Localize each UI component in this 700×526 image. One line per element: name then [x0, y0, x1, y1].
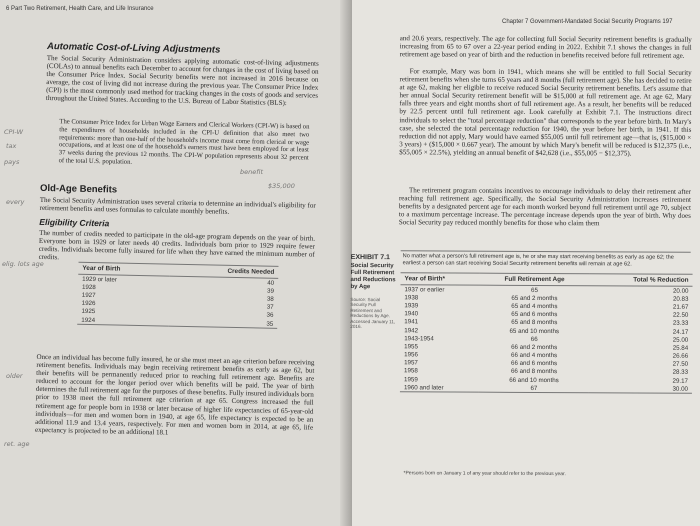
cell-birth-year: 1943-1954	[404, 334, 434, 343]
cell-retirement-age: 66 and 10 months	[509, 376, 559, 384]
cell-birth-year: 1939	[404, 302, 419, 310]
cell-birth-year: 1956	[404, 351, 418, 359]
handwritten-note: elig. lots age	[2, 260, 44, 268]
paragraph-old-age: The Social Security Administration uses several criteria to determine an individual's eligibility for retirement benefits and uses formulas to calculate monthly benefits.	[39, 195, 316, 216]
col-full-retirement-age: Full Retirement Age	[479, 273, 590, 286]
paragraph-eligibility: The number of credits needed to participate in the old-age program depends on the year of birth. Everyone born in 1929 or later needs 40 credits. Individuals born prior to 1929 require fewer credits. Individuals become fully insured for life when they have earned the minimum number of credits.	[38, 228, 316, 262]
cell-credits: 37	[266, 303, 274, 311]
cell-retirement-age: 65 and 8 months	[511, 319, 558, 327]
cell-retirement-age: 66	[530, 335, 538, 343]
paragraph-fully-insured: Once an individual has become fully insured, he or she must meet an age criterion before receiving retirement benefits. Individuals may begin receiving retirement benefits as early as age 62, but their benefits will be permanently reduced prior to reaching full retirement age. Benefits are reduced to account for the longer period over which benefits will be paid. The year of birth determines the full retirement age for the purposes of these benefits. Fully insured individuals born prior to 1938 meet the full retirement age criterion at age 65. Congress increased the full retirement age for people born in 1938 or later because of higher life expectancies of 65-year-old individuals—for men and women born in 1940, at age 65, life expectancy is expected to be an additional 11.9 and 13.4 years, respectively. For men and women born in 2014, at age 65, life expectancy is projected to be an additional 18.1	[34, 352, 315, 437]
heading-old-age-benefits: Old-Age Benefits	[39, 182, 118, 196]
retirement-age-table	[400, 272, 693, 394]
cell-reduction: 20.83	[672, 295, 689, 303]
paragraph-incentives: The retirement program contains incentives to encourage individuals to delay their retirement after reaching full retirement age. Specifically, the Social Security Administration increases retirement benefits by a designated percent age for each month worked beyond full retirement until age 70, subject to a maximum percentage increase. The percentage increase depends upon the year of birth. Why does Social Security pay reduced monthly benefits for those who claim them	[398, 186, 692, 228]
credits-col-credits: Credits Needed	[169, 264, 278, 278]
paragraph-cola: The Social Security Administration considers applying automatic cost-of-living adjustments (COLAs) to annual benefits each December to account for changes in the cost of living based on the Consumer Price Index. Social Security benefits were not increased in 2016 because on average, the cost of living did not increase during the previous year. The Consumer Price Index (CPI) is the most commonly used method for tracking changes in the costs of goods and services throughout the United States. According to the U.S. Bureau of Labor Statistics (BLS):	[45, 53, 319, 108]
exhibit-note: No matter what a person's full retirement age is, he or she may start receiving benefits as early as age 62; the earliest a person can start receiving Social Security retirement benefits will remain at age 62.	[402, 253, 674, 267]
cell-retirement-age: 66 and 4 months	[511, 351, 558, 360]
cell-credits: 38	[266, 295, 274, 303]
exhibit-number: EXHIBIT 7.1	[350, 253, 390, 262]
cell-year: 1927	[81, 291, 96, 300]
cell-birth-year: 1959	[403, 375, 418, 384]
cell-retirement-age: 65	[530, 286, 538, 294]
quote-cpiw: The Consumer Price Index for Urban Wage Earners and Clerical Workers (CPI-W) is based on the expenditures of households included in the CPI-U definition that also meet two requirements: more than one-half of the household's income must come from clerical or wage occupations, and at least one of the household's earners must have been employed for at least 37 weeks during the previous 12 months. The CPI-W population represents about 32 percent of the total U.S. population.	[58, 118, 310, 166]
cell-reduction: 25.84	[672, 344, 689, 352]
cell-credits: 39	[267, 287, 275, 295]
handwritten-note: pays	[4, 158, 20, 166]
cell-year: 1928	[81, 283, 96, 291]
right-running-header: Chapter 7 Government-Mandated Social Security Programs 197	[502, 19, 673, 25]
cell-credits: 40	[267, 279, 275, 287]
cell-credits: 36	[266, 311, 274, 320]
credits-table	[77, 262, 278, 329]
col-total-reduction: Total % Reduction	[590, 274, 693, 287]
cell-retirement-age: 65 and 2 months	[511, 294, 558, 302]
cell-reduction: 28.33	[672, 369, 689, 377]
handwritten-note: $35,000	[268, 182, 295, 190]
cell-reduction: 29.17	[672, 377, 689, 385]
paragraph-right-1: and 20.6 years, respectively. The age for collecting full Social Security retirement benefits is gradually increasing from 65 to 67 over a 22-year period ending in 2022. Exhibit 7.1 shows the changes in full retirement age based on year of birth and the reduction in benefits received before full retirement age.	[399, 34, 692, 60]
cell-reduction: 23.33	[672, 320, 689, 328]
heading-cola: Automatic Cost-of-Living Adjustments	[46, 40, 221, 56]
cell-year: 1924	[81, 316, 96, 324]
right-page-content	[349, 0, 700, 526]
cell-reduction: 24.17	[672, 328, 689, 336]
cell-reduction: 27.50	[672, 360, 689, 369]
cell-reduction: 25.00	[672, 336, 689, 344]
cell-birth-year: 1957	[404, 359, 418, 367]
credits-col-year: Year of Birth	[78, 262, 169, 276]
cell-retirement-age: 65 and 4 months	[511, 302, 558, 311]
handwritten-note: older	[6, 372, 23, 380]
cell-year: 1929 or later	[82, 275, 117, 284]
exhibit-title: Social Security Full Retirement and Reductions by Age	[350, 262, 396, 291]
heading-eligibility: Eligibility Criteria	[39, 216, 110, 229]
handwritten-note: ret. age	[4, 440, 30, 448]
col-year-of-birth: Year of Birth*	[401, 273, 480, 285]
handwritten-note: every	[6, 198, 25, 206]
cell-reduction: 30.00	[672, 385, 688, 393]
cell-credits: 35	[266, 320, 274, 328]
paragraph-mary-example: For example, Mary was born in 1941, which means she will be entitled to full Social Security retirement benefits when she turns 65 years and 8 months (full retirement age). She has decided to retire at age 62, making her eligible to receive reduced Social Security retirement benefits. Let's assume that her annual Social Security retirement benefit will be $15,000 at full retirement age. At age 62, Mary falls three years and eight months short of full retirement age. As a result, her benefits will be reduced by 22.5 percent until full retirement age. Look carefully at Exhibit 7.1. The instructions direct individuals to select the "total percentage reduction" that corresponds to the year before birth. In Mary's case, she selected the total percentage reduction for 1940, the year before her birth, in 1941. If this reduction did not apply, Mary would have earned $55,005 until full retirement age—that is, ($15,000 × 3 years) + ($15,000 × 0.667 year). The amount by which Mary's benefit will be reduced is $12,375 (i.e., $55,005 × 22.5%), yielding an annual benefit of $42,628 (i.e., $55,005 − $12,375).	[399, 67, 692, 158]
cell-birth-year: 1941	[404, 318, 419, 326]
right-page	[352, 0, 700, 526]
cell-birth-year: 1940	[404, 310, 419, 318]
table-row	[400, 384, 692, 394]
handwritten-note: tax	[6, 142, 17, 150]
left-running-header: 6 Part Two Retirement, Health Care, and Life Insurance	[6, 6, 154, 12]
cell-birth-year: 1938	[404, 294, 419, 302]
cell-reduction: 21.67	[672, 303, 689, 311]
exhibit-sidebar	[350, 254, 396, 330]
exhibit-source: Source: Social Security Full Retirement and Reductions by Age. Accessed January 11, 2016.	[350, 296, 396, 330]
cell-birth-year: 1942	[404, 326, 419, 334]
cell-retirement-age: 66 and 6 months	[511, 360, 558, 368]
cell-retirement-age: 66 and 8 months	[510, 368, 558, 376]
cell-reduction: 20.00	[672, 287, 689, 295]
cell-year: 1925	[81, 308, 96, 316]
handwritten-note: benefit	[240, 168, 263, 176]
cell-retirement-age: 65 and 10 months	[509, 327, 560, 335]
cell-birth-year: 1937 or earlier	[404, 285, 445, 294]
cell-retirement-age: 67	[530, 384, 538, 392]
cell-year: 1926	[81, 299, 96, 308]
exhibit-footnote: *Persons born on January 1 of any year should refer to the previous year.	[403, 470, 566, 478]
handwritten-note: CPI-W	[4, 128, 24, 136]
cell-reduction: 22.50	[672, 311, 689, 319]
cell-birth-year: 1958	[404, 367, 418, 375]
cell-reduction: 26.66	[672, 352, 689, 360]
cell-birth-year: 1960 and later	[403, 384, 444, 392]
cell-birth-year: 1955	[404, 343, 418, 351]
cell-retirement-age: 65 and 6 months	[511, 310, 558, 319]
cell-retirement-age: 66 and 2 months	[511, 343, 558, 351]
exhibit-top-rule	[401, 250, 691, 253]
